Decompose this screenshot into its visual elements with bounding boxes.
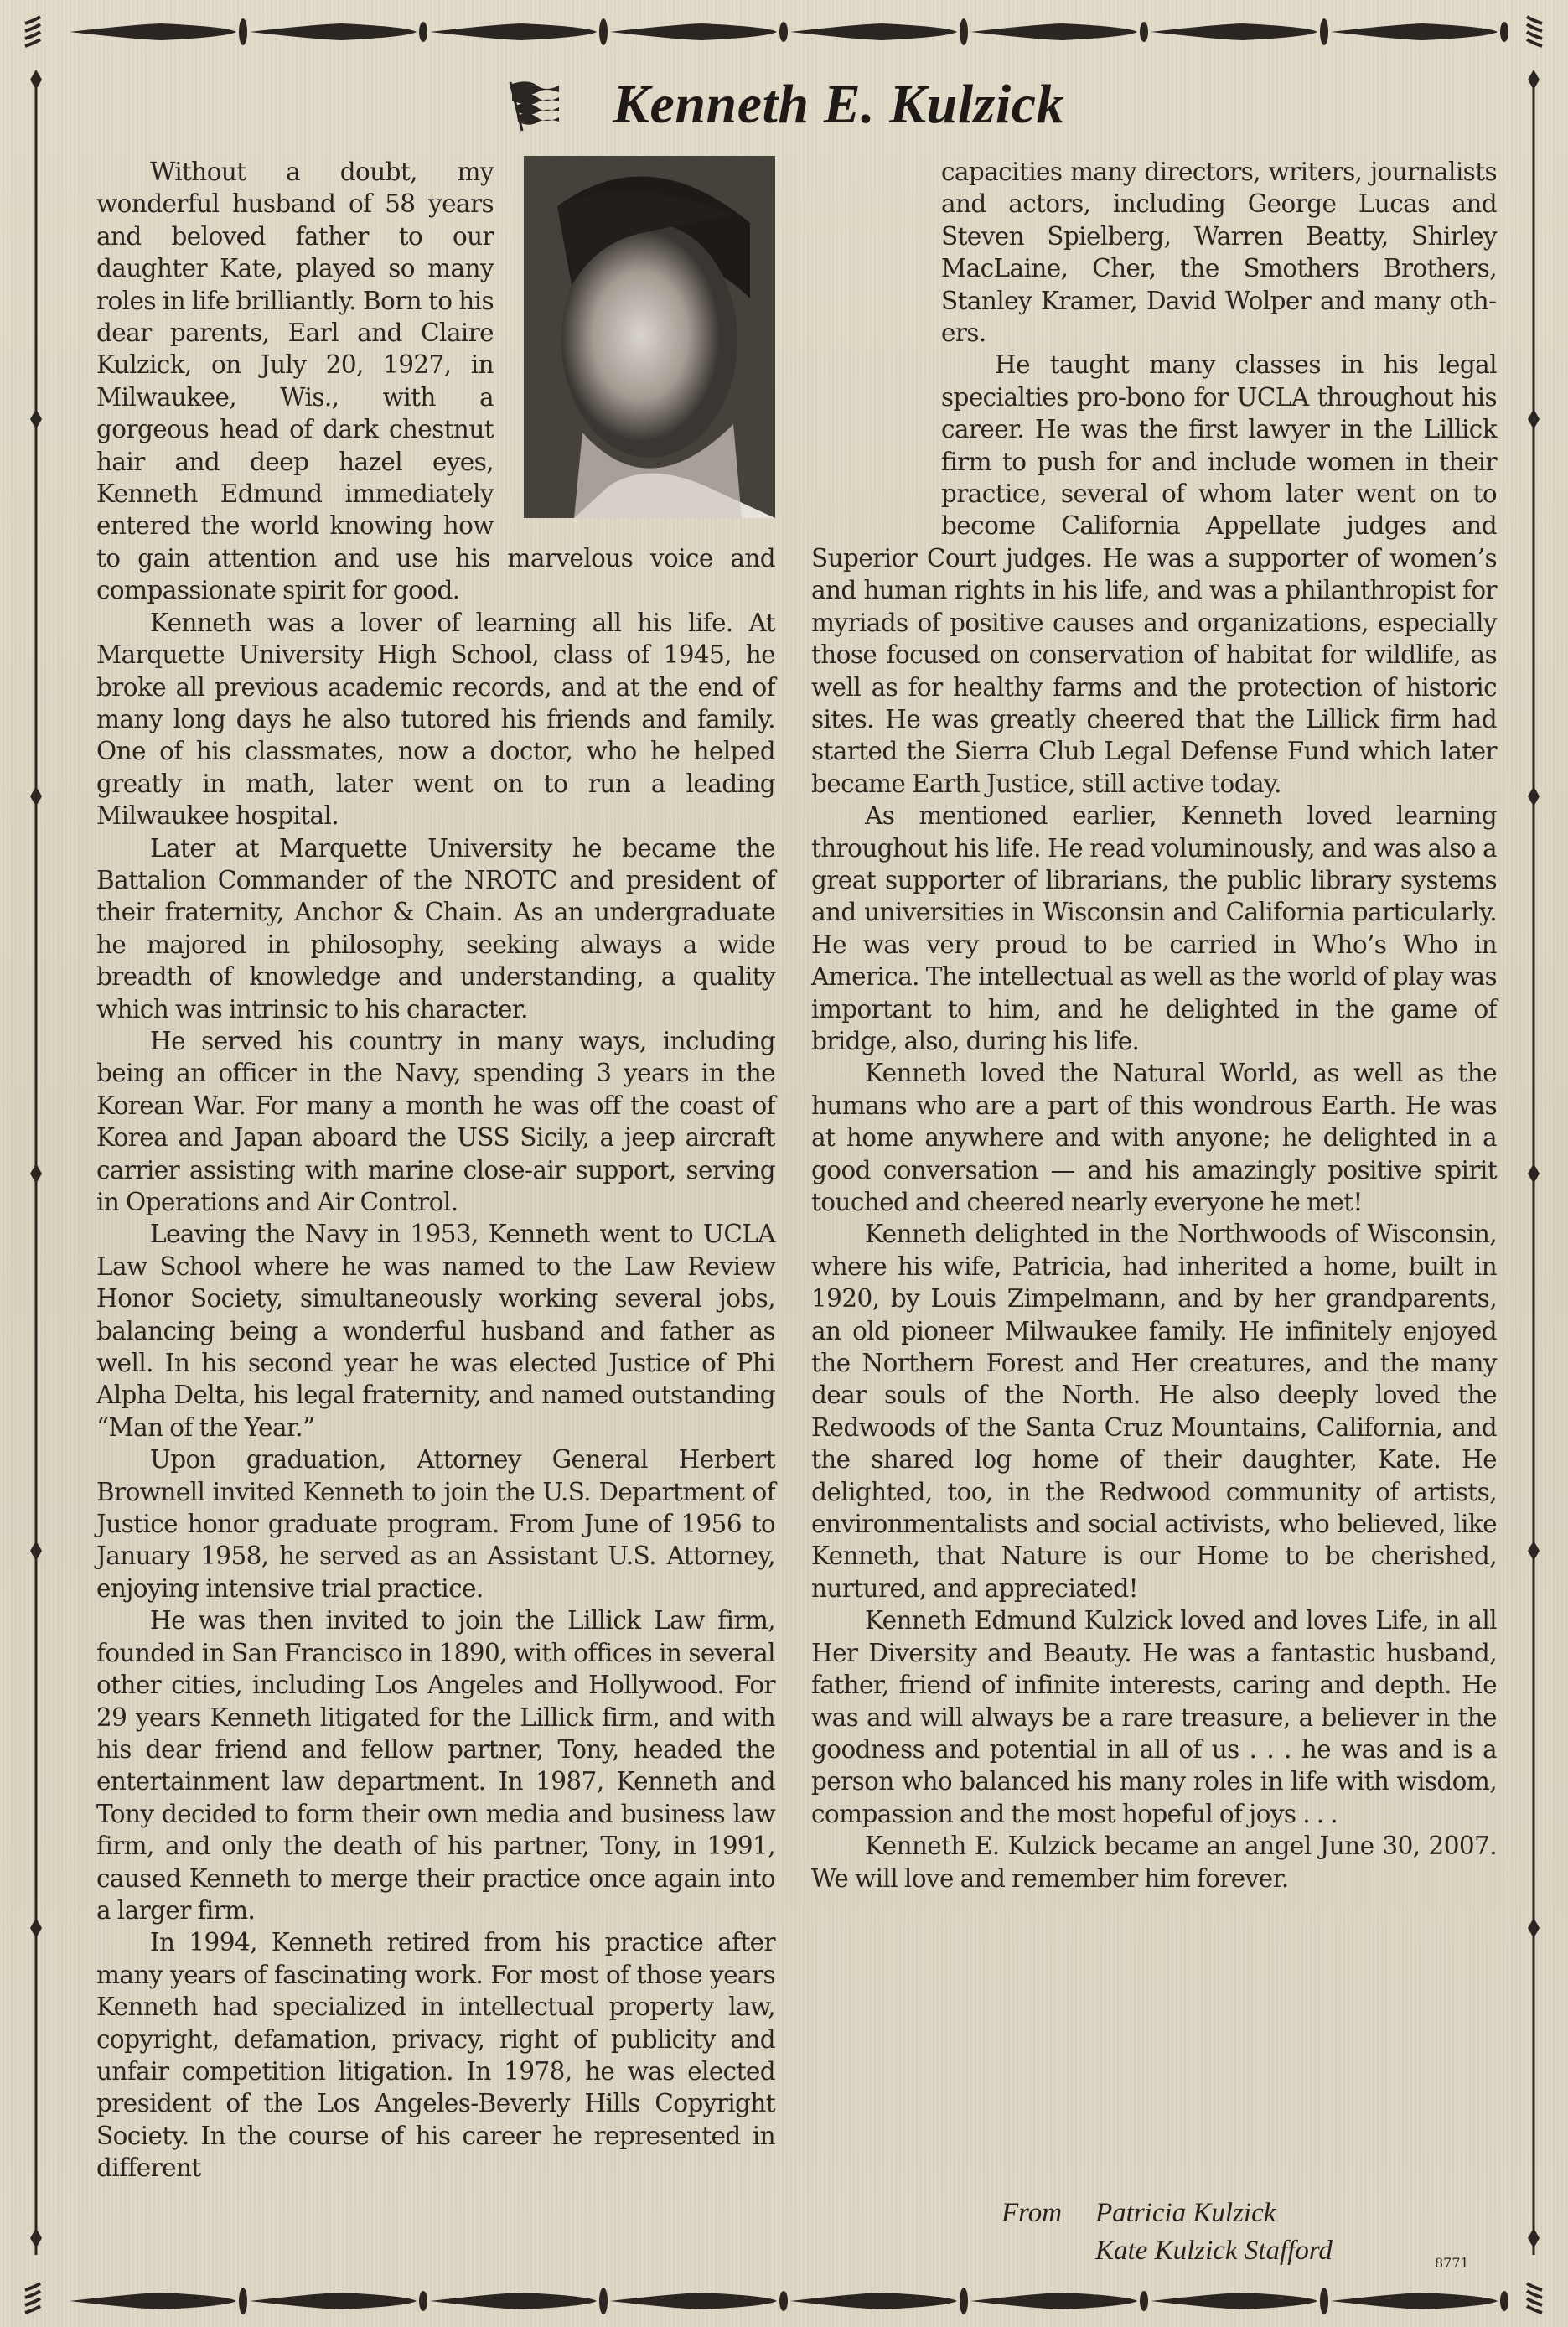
corner-flourish (25, 24, 40, 31)
right-rule-diamond (1528, 1918, 1540, 1938)
corner-flourish (25, 17, 40, 23)
portrait-image (524, 156, 775, 518)
paragraph: Kenneth loved the Natural World, as well as the humans who are a part of this wondrous Earth. He was at home anywhere and with anyone; he delighted in a good conversation — and his amazingly positive spirit touched and cheered nearly everyone he met! (811, 1059, 1497, 1216)
corner-flourish (1527, 32, 1542, 39)
top-rule-segment (1331, 23, 1498, 40)
bottom-rule-segment (610, 2293, 777, 2309)
portrait-photo (524, 156, 775, 518)
paragraph: He was then invited to join the Lillick Law firm, founded in San Francisco in 1890, with offices in several other cities, including Los Angeles and Hollywood. For 29 years Kenneth litigated for the Lillick firm, and with his dear friend and fellow partner, Tony, headed the entertainment law department. In 1987, Kenneth and Tony decided to form their own media and business law firm, and only the death of his partner, Tony, in 1991, caused Kenneth to merge their practice once again into a larger firm. (96, 1606, 775, 1925)
corner-flourish (1527, 24, 1542, 31)
bottom-rule-segment (790, 2293, 957, 2309)
bottom-rule-segment (970, 2293, 1137, 2309)
top-rule-diamond (1500, 22, 1508, 42)
top-rule-segment (430, 23, 597, 40)
top-rule-diamond (779, 22, 788, 42)
corner-flourish (25, 2298, 40, 2305)
left-rule-diamond (30, 1541, 42, 1561)
left-rule-diamond (30, 2228, 42, 2248)
top-rule-diamond (239, 18, 247, 45)
corner-flourish (1527, 2291, 1542, 2298)
bottom-rule-diamond (779, 2291, 788, 2311)
top-rule-segment (790, 23, 957, 40)
top-rule-segment (250, 23, 417, 40)
top-rule-segment (610, 23, 777, 40)
paragraph: Kenneth Edmund Kulzick loved and loves Life, in all Her Diversity and Beauty. He was a fantastic husband, father, friend of infinite interests, caring and depth. He was and will always be a rare treasure, a believer in the goodness and potential in all of us . . . he was and is a person who balanced his many roles in life with wisdom, compassion and the most hopeful of joys . . . (811, 1606, 1497, 1828)
bottom-rule-segment (1331, 2293, 1498, 2309)
corner-flourish (25, 2306, 40, 2313)
bottom-rule-diamond (1140, 2291, 1148, 2311)
paragraph: capacities many directors, writers, journalists and actors, including George Lucas and Steven Spielberg, Warren Beatty, Shirley MacLaine, Cher, the Smothers Brothers, Stanley Kramer, David Wolper and many others. (941, 158, 1497, 348)
bottom-rule-segment (1151, 2293, 1317, 2309)
signer-name: Kate Kulzick Stafford (1095, 2236, 1333, 2266)
paragraph: Leaving the Navy in 1953, Kenneth went to UCLA Law School where he was named to the Law Review Honor Society, simultaneously working several jobs, balancing being a wonderful husband and father as well. In his second year he was elected Justice of Phi Alpha Delta, his legal fraternity, and named outstanding “Man of the Year.” (96, 1220, 775, 1442)
right-column (811, 156, 1497, 1894)
paragraph: In 1994, Kenneth retired from his practice after many years of fascinating work. For most of those years Kenneth had specialized in intellectual property law, copyright, defamation, privacy, right of publicity and unfair competition litigation. In 1978, he was elected president of the Los Angeles-Beverly Hills Copyright Society. In the course of his career he represented in different (96, 1928, 775, 2183)
signoff (1001, 2195, 1333, 2270)
left-rule-diamond (30, 786, 42, 806)
right-rule-diamond (1528, 1164, 1540, 1184)
bottom-rule-diamond (960, 2288, 968, 2314)
corner-flourish (1527, 39, 1542, 46)
right-rule-diamond (1528, 786, 1540, 806)
corner-flourish (1527, 2283, 1542, 2290)
left-rule-diamond (30, 1164, 42, 1184)
corner-flourish (25, 2291, 40, 2298)
bottom-rule-diamond (419, 2291, 427, 2311)
bottom-rule-segment (70, 2293, 236, 2309)
bottom-rule-diamond (599, 2288, 608, 2314)
top-rule-diamond (960, 18, 968, 45)
top-rule-segment (1151, 23, 1317, 40)
right-rule-diamond (1528, 1541, 1540, 1561)
left-rule-diamond (30, 1918, 42, 1938)
paragraph: Kenneth E. Kulzick became an angel June 30, 2007. We will love and remember him forever. (811, 1832, 1497, 1893)
bottom-rule-diamond (1500, 2291, 1508, 2311)
left-rule-diamond (30, 409, 42, 429)
corner-flourish (25, 2283, 40, 2290)
left-column (96, 156, 775, 2184)
paragraph: As mentioned earlier, Kenneth loved learning throughout his life. He read voluminously, and was also a great supporter of librarians, the public library systems and universities in Wisconsin and California particularly. He was very proud to be carried in Who’s Who in America. The intellectual as well as the world of play was important to him, and he delighted in the game of bridge, also, during his life. (811, 801, 1497, 1055)
right-rule-diamond (1528, 409, 1540, 429)
paragraph: He taught many classes in his legal specialties pro-bono for UCLA throughout his career. He was the first lawyer in the Lillick firm to push for and include women in their practice, several of whom later went on to become California Appellate judges and Superior Court judges. He was a supporter of women’s and human rights in his life, and was a philanthropist for myriads of positive causes and organizations, especially those focused on conservation of habitat for wildlife, as well as for healthy farms and the protection of historic sites. He was greatly cheered that the Lillick firm had started the Sierra Club Legal Defense Fund which later became Earth Justice, still active today. (811, 350, 1497, 798)
ad-code: 8771 (1435, 2255, 1469, 2271)
right-rule-diamond (1528, 2228, 1540, 2248)
photo-wrap-space (811, 156, 941, 537)
paragraph: Without a doubt, my wonderful husband of 58 years and beloved father to our daughter Kate, played so many roles in life brilliantly. Born to his dear parents, Earl and Claire Kulzick, on July 20, 1927, in Milwaukee, Wis., with a gorgeous head of dark chestnut hair and deep hazel eyes, Kenneth Edmund immediately entered the world knowing how to gain attention and use his marvelous voice and compassionate spirit for good. (96, 158, 775, 605)
bottom-rule-diamond (1320, 2288, 1328, 2314)
corner-flourish (1527, 2298, 1542, 2305)
bottom-rule-segment (250, 2293, 417, 2309)
bottom-rule-diamond (239, 2288, 247, 2314)
top-rule-diamond (1140, 22, 1148, 42)
left-rule (35, 75, 38, 2255)
corner-flourish (1527, 2306, 1542, 2313)
top-rule-segment (970, 23, 1137, 40)
american-flag-icon (504, 75, 562, 134)
bottom-rule-segment (430, 2293, 597, 2309)
paragraph: He served his country in many ways, including being an officer in the Navy, spending 3 years in the Korean War. For many a month he was off the coast of Korea and Japan aboard the USS Sicily, a jeep aircraft carrier assisting with marine close-air support, serving in Operations and Air Control. (96, 1026, 775, 1216)
top-rule-segment (70, 23, 236, 40)
top-rule-diamond (599, 18, 608, 45)
corner-flourish (25, 39, 40, 46)
top-rule-diamond (419, 22, 427, 42)
signer-name: Patricia Kulzick (1095, 2198, 1276, 2228)
right-rule (1533, 75, 1535, 2255)
page-title: Kenneth E. Kulzick (613, 74, 1064, 135)
title-row (0, 67, 1568, 143)
paragraph: Kenneth was a lover of learning all his life. At Marquette University High School, class of 1945, he broke all previous academic records, and at the end of many long days he also tutored his friends and family. One of his classmates, now a doctor, who he helped greatly in math, later went on to run a leading Milwaukee hospital. (96, 608, 775, 831)
paragraph: Upon graduation, Attorney General Herbert Brownell invited Kenneth to join the U.S. Department of Justice honor graduate program. From June of 1956 to January 1958, he served as an Assistant U.S. Attorney, enjoying intensive trial practice. (96, 1445, 775, 1603)
corner-flourish (25, 32, 40, 39)
signoff-from-label: From (1001, 2198, 1063, 2228)
paragraph: Kenneth delighted in the Northwoods of Wisconsin, where his wife, Patricia, had inherited a home, built in 1920, by Louis Zimpelmann, and by her grandparents, an old pioneer Milwaukee family. He infinitely enjoyed the Northern Forest and Her creatures, and the many dear souls of the North. He also deeply loved the Redwoods of the Santa Cruz Mountains, California, and the shared log home of their daughter, Kate. He delighted, too, in the Redwood community of artists, environmentalists and social activists, who believed, like Kenneth, that Nature is our Home to be cherished, nurtured, and appreciated! (811, 1220, 1497, 1603)
top-rule-diamond (1320, 18, 1328, 45)
corner-flourish (1527, 17, 1542, 23)
paragraph: Later at Marquette University he became the Battalion Commander of the NROTC and president of their fraternity, Anchor & Chain. As an undergraduate he majored in philosophy, seeking always a wide breadth of knowledge and understanding, a quality which was intrinsic to his character. (96, 833, 775, 1024)
